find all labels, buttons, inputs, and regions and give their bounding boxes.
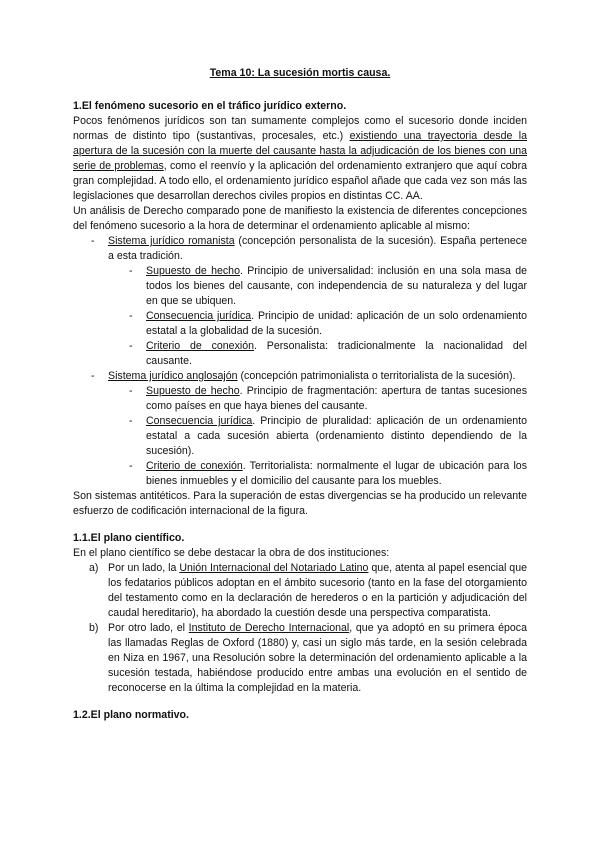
document-page <box>73 66 527 723</box>
item-label: Criterio de conexión <box>146 340 255 352</box>
item-text: . Principio de universalidad: inclusión en una sola masa de todos los bienes del causante, con independencia de su naturaleza y del lugar en que se ubiquen. <box>146 265 527 307</box>
list-item <box>73 309 527 339</box>
item-text: . Personalista: tradicionalmente la nacionalidad del causante. <box>146 340 527 367</box>
item-label: Supuesto de hecho <box>146 265 240 277</box>
institution-name: Unión Internacional del Notariado Latino <box>179 562 369 574</box>
paragraph-text: Pocos fenómenos jurídicos son tan sumamente complejos como el sucesorio donde inciden normas de distinto tipo (sustantivas, procesales, etc.) <box>73 115 527 142</box>
item-text: . Principio de fragmentación: apertura de tantas sucesiones como países en que haya bienes del causante. <box>146 385 527 412</box>
system-name: Sistema jurídico anglosajón <box>108 370 238 382</box>
paragraph-intro <box>73 114 527 204</box>
system-desc: (concepción patrimonialista o territorialista de la sucesión). <box>237 370 516 382</box>
item-text: . Territorialista: normalmente el lugar de ubicación para los bienes inmuebles y el domicilio del causante para los muebles. <box>146 460 527 487</box>
list-item-anglosajon <box>73 369 527 384</box>
anglosajon-sublist <box>73 384 527 489</box>
systems-list <box>73 234 527 264</box>
paragraph-conclusion: Son sistemas antitéticos. Para la superación de estas divergencias se ha producido un relevante esfuerzo de codificación internacional de la figura. <box>73 490 527 517</box>
institution-name: Instituto de Derecho Internacional <box>188 622 350 634</box>
list-item <box>73 339 527 369</box>
subsection-heading: 1.2.El plano normativo. <box>73 709 189 721</box>
list-item <box>73 264 527 309</box>
document-title: Tema 10: La sucesión mortis causa. <box>209 67 391 79</box>
item-text: , que ya adoptó en su primera época las llamadas Reglas de Oxford (1880) y, casi un siglo más tarde, en la sesión celebrada en Niza en 1967, una Resolución sobre la determinación del ordenamiento aplicable a la sucesión testada, habiéndose producido entre ambas una evolución en el sentido de reconocerse en la última la complejidad en la materia. <box>108 622 527 694</box>
institutions-list <box>73 561 527 696</box>
item-text: . Principio de unidad: aplicación de un solo ordenamiento estatal a la globalidad de la sucesión. <box>146 310 528 337</box>
list-marker: b) <box>89 622 99 634</box>
list-item <box>73 621 527 696</box>
paragraph-intro-institutions: En el plano científico se debe destacar la obra de dos instituciones: <box>73 547 390 559</box>
item-text: . Principio de pluralidad: aplicación de un ordenamiento estatal a cada sucesión abierta (ordenamiento distinto dependiendo de la sucesión). <box>146 415 527 457</box>
system-desc: (concepción personalista de la sucesión). España pertenece a esta tradición. <box>108 235 527 262</box>
item-label: Consecuencia jurídica <box>146 310 252 322</box>
paragraph-comparative: Un análisis de Derecho comparado pone de manifiesto la existencia de diferentes concepciones del fenómeno sucesorio a la hora de determinar el ordenamiento aplicable al mismo: <box>73 205 527 232</box>
list-item-romanista <box>73 234 527 264</box>
item-label: Criterio de conexión <box>146 460 243 472</box>
list-item <box>73 384 527 414</box>
item-label: Consecuencia jurídica <box>146 415 253 427</box>
subsection-heading: 1.1.El plano científico. <box>73 532 185 544</box>
list-item <box>73 414 527 459</box>
list-marker: a) <box>89 562 99 574</box>
item-text: Por un lado, la <box>108 562 180 574</box>
underlined-text: existiendo una trayectoria desde la apertura de la sucesión con la muerte del causante hasta la adjudicación de los bienes con una serie de problemas <box>73 130 527 172</box>
systems-list <box>73 369 527 384</box>
item-text: que, atenta al papel esencial que los fedatarios públicos adoptan en el ámbito sucesorio (tanto en la fase del otorgamiento del testamento como en la declaración de herederos o en la partición y adjudicación del caudal hereditario), ha abordado la cuestión desde una perspectiva comparatista. <box>108 562 527 619</box>
section-heading: 1.El fenómeno sucesorio en el tráfico jurídico externo. <box>73 100 347 112</box>
item-label: Supuesto de hecho <box>146 385 240 397</box>
list-item <box>73 561 527 621</box>
item-text: Por otro lado, el <box>108 622 189 634</box>
paragraph-text: , como el reenvío y la aplicación del ordenamiento extranjero que aquí cobra gran complejidad. A todo ello, el ordenamiento jurídico español añade que cada vez son más las legislaciones que desarrollan derechos civiles propios en distintas CC. AA. <box>73 160 527 202</box>
list-item <box>73 459 527 489</box>
romanista-sublist <box>73 264 527 369</box>
system-name: Sistema jurídico romanista <box>108 235 235 247</box>
